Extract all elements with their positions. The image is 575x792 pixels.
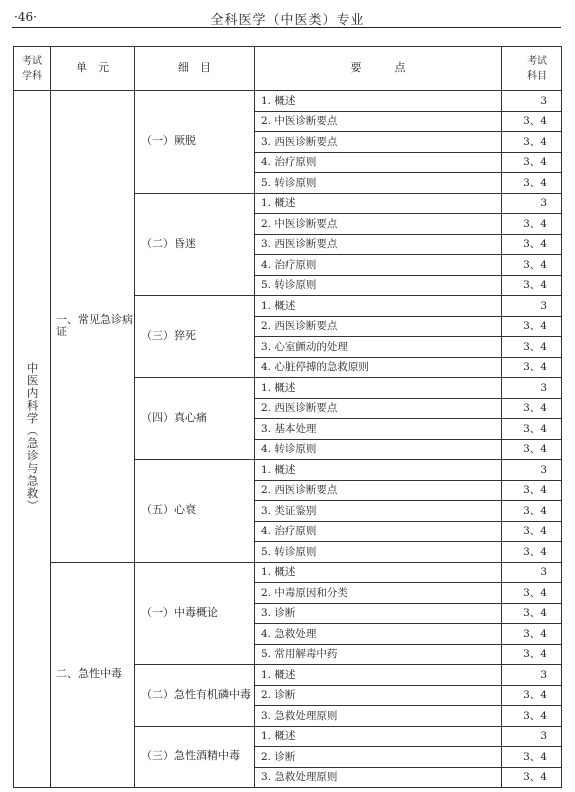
exam-subject-cell: 3	[502, 726, 562, 747]
exam-subject-cell: 3、4	[502, 152, 562, 173]
subject-cell	[14, 91, 51, 788]
exam-subject-cell: 3	[502, 296, 562, 317]
table-row	[14, 91, 562, 112]
page-header	[0, 6, 575, 28]
point-cell: 4. 转诊原则	[255, 439, 502, 460]
point-cell: 1. 概述	[255, 562, 502, 583]
point-cell: 2. 中医诊断要点	[255, 214, 502, 235]
exam-subject-cell: 3、4	[502, 255, 562, 276]
exam-subject-cell: 3	[502, 562, 562, 583]
point-cell: 3. 心室颤动的处理	[255, 337, 502, 358]
exam-subject-cell: 3	[502, 378, 562, 399]
unit-cell: 一、常见急诊病证	[51, 91, 135, 563]
exam-subject-cell: 3、4	[502, 132, 562, 153]
point-cell: 1. 概述	[255, 460, 502, 481]
exam-subject-cell: 3、4	[502, 624, 562, 645]
point-cell: 5. 常用解毒中药	[255, 644, 502, 665]
point-cell: 1. 概述	[255, 296, 502, 317]
point-cell: 5. 转诊原则	[255, 542, 502, 563]
exam-subject-cell: 3、4	[502, 234, 562, 255]
exam-subject-cell: 3、4	[502, 521, 562, 542]
point-cell: 4. 治疗原则	[255, 521, 502, 542]
point-cell: 1. 概述	[255, 378, 502, 399]
exam-subject-cell: 3	[502, 91, 562, 112]
point-cell: 3. 急救处理原则	[255, 767, 502, 788]
point-cell: 3. 急救处理原则	[255, 706, 502, 727]
exam-subject-cell: 3、4	[502, 542, 562, 563]
section-cell: （五）心衰	[135, 460, 255, 563]
point-cell: 2. 诊断	[255, 685, 502, 706]
point-cell: 3. 类证鉴别	[255, 501, 502, 522]
unit-cell: 二、急性中毒	[51, 562, 135, 788]
section-cell: （一）中毒概论	[135, 562, 255, 665]
section-cell: （三）急性酒精中毒	[135, 726, 255, 788]
point-cell: 4. 治疗原则	[255, 255, 502, 276]
exam-subject-cell: 3、4	[502, 214, 562, 235]
exam-subject-cell: 3、4	[502, 316, 562, 337]
exam-subject-cell: 3、4	[502, 644, 562, 665]
point-cell: 3. 诊断	[255, 603, 502, 624]
exam-subject-cell: 3、4	[502, 583, 562, 604]
section-cell: （四）真心痛	[135, 378, 255, 460]
exam-subject-cell: 3、4	[502, 685, 562, 706]
point-cell: 2. 中医诊断要点	[255, 111, 502, 132]
col-header-exam-subject: 考试 科目	[502, 47, 562, 91]
point-cell: 5. 转诊原则	[255, 275, 502, 296]
point-cell: 2. 诊断	[255, 747, 502, 768]
point-cell: 2. 中毒原因和分类	[255, 583, 502, 604]
point-cell: 1. 概述	[255, 665, 502, 686]
point-cell: 4. 急救处理	[255, 624, 502, 645]
section-cell: （二）昏迷	[135, 193, 255, 296]
exam-subject-cell: 3	[502, 460, 562, 481]
exam-subject-cell: 3、4	[502, 603, 562, 624]
page-title: 全科医学（中医类）专业	[210, 13, 365, 28]
col-header-points: 要 点	[255, 47, 502, 91]
col-header-unit: 单 元	[51, 47, 135, 91]
exam-subject-cell: 3、4	[502, 275, 562, 296]
section-cell: （一）厥脱	[135, 91, 255, 194]
header-rule	[12, 27, 561, 28]
header-row	[14, 47, 562, 91]
exam-subject-cell: 3、4	[502, 111, 562, 132]
point-cell: 1. 概述	[255, 193, 502, 214]
subject-label: 中医内科学（急诊与急救）	[25, 362, 40, 513]
exam-subject-cell: 3	[502, 193, 562, 214]
col-header-section: 细 目	[135, 47, 255, 91]
exam-subject-cell: 3、4	[502, 173, 562, 194]
point-cell: 1. 概述	[255, 91, 502, 112]
point-cell: 4. 心脏停搏的急救原则	[255, 357, 502, 378]
syllabus-table	[13, 46, 562, 788]
exam-subject-cell: 3、4	[502, 480, 562, 501]
point-cell: 3. 西医诊断要点	[255, 234, 502, 255]
exam-subject-cell: 3、4	[502, 337, 562, 358]
exam-subject-cell: 3、4	[502, 419, 562, 440]
point-cell: 2. 西医诊断要点	[255, 398, 502, 419]
point-cell: 2. 西医诊断要点	[255, 480, 502, 501]
exam-subject-cell: 3、4	[502, 706, 562, 727]
exam-subject-cell: 3、4	[502, 747, 562, 768]
exam-subject-cell: 3	[502, 665, 562, 686]
section-cell: （二）急性有机磷中毒	[135, 665, 255, 727]
point-cell: 5. 转诊原则	[255, 173, 502, 194]
table-row	[14, 562, 562, 583]
exam-subject-cell: 3、4	[502, 767, 562, 788]
point-cell: 4. 治疗原则	[255, 152, 502, 173]
exam-subject-cell: 3、4	[502, 439, 562, 460]
exam-subject-cell: 3、4	[502, 501, 562, 522]
col-header-subject: 考试 学科	[14, 47, 51, 91]
point-cell: 2. 西医诊断要点	[255, 316, 502, 337]
point-cell: 3. 基本处理	[255, 419, 502, 440]
page-number: ·46·	[14, 10, 37, 24]
point-cell: 3. 西医诊断要点	[255, 132, 502, 153]
point-cell: 1. 概述	[255, 726, 502, 747]
section-cell: （三）猝死	[135, 296, 255, 378]
exam-subject-cell: 3、4	[502, 357, 562, 378]
exam-subject-cell: 3、4	[502, 398, 562, 419]
